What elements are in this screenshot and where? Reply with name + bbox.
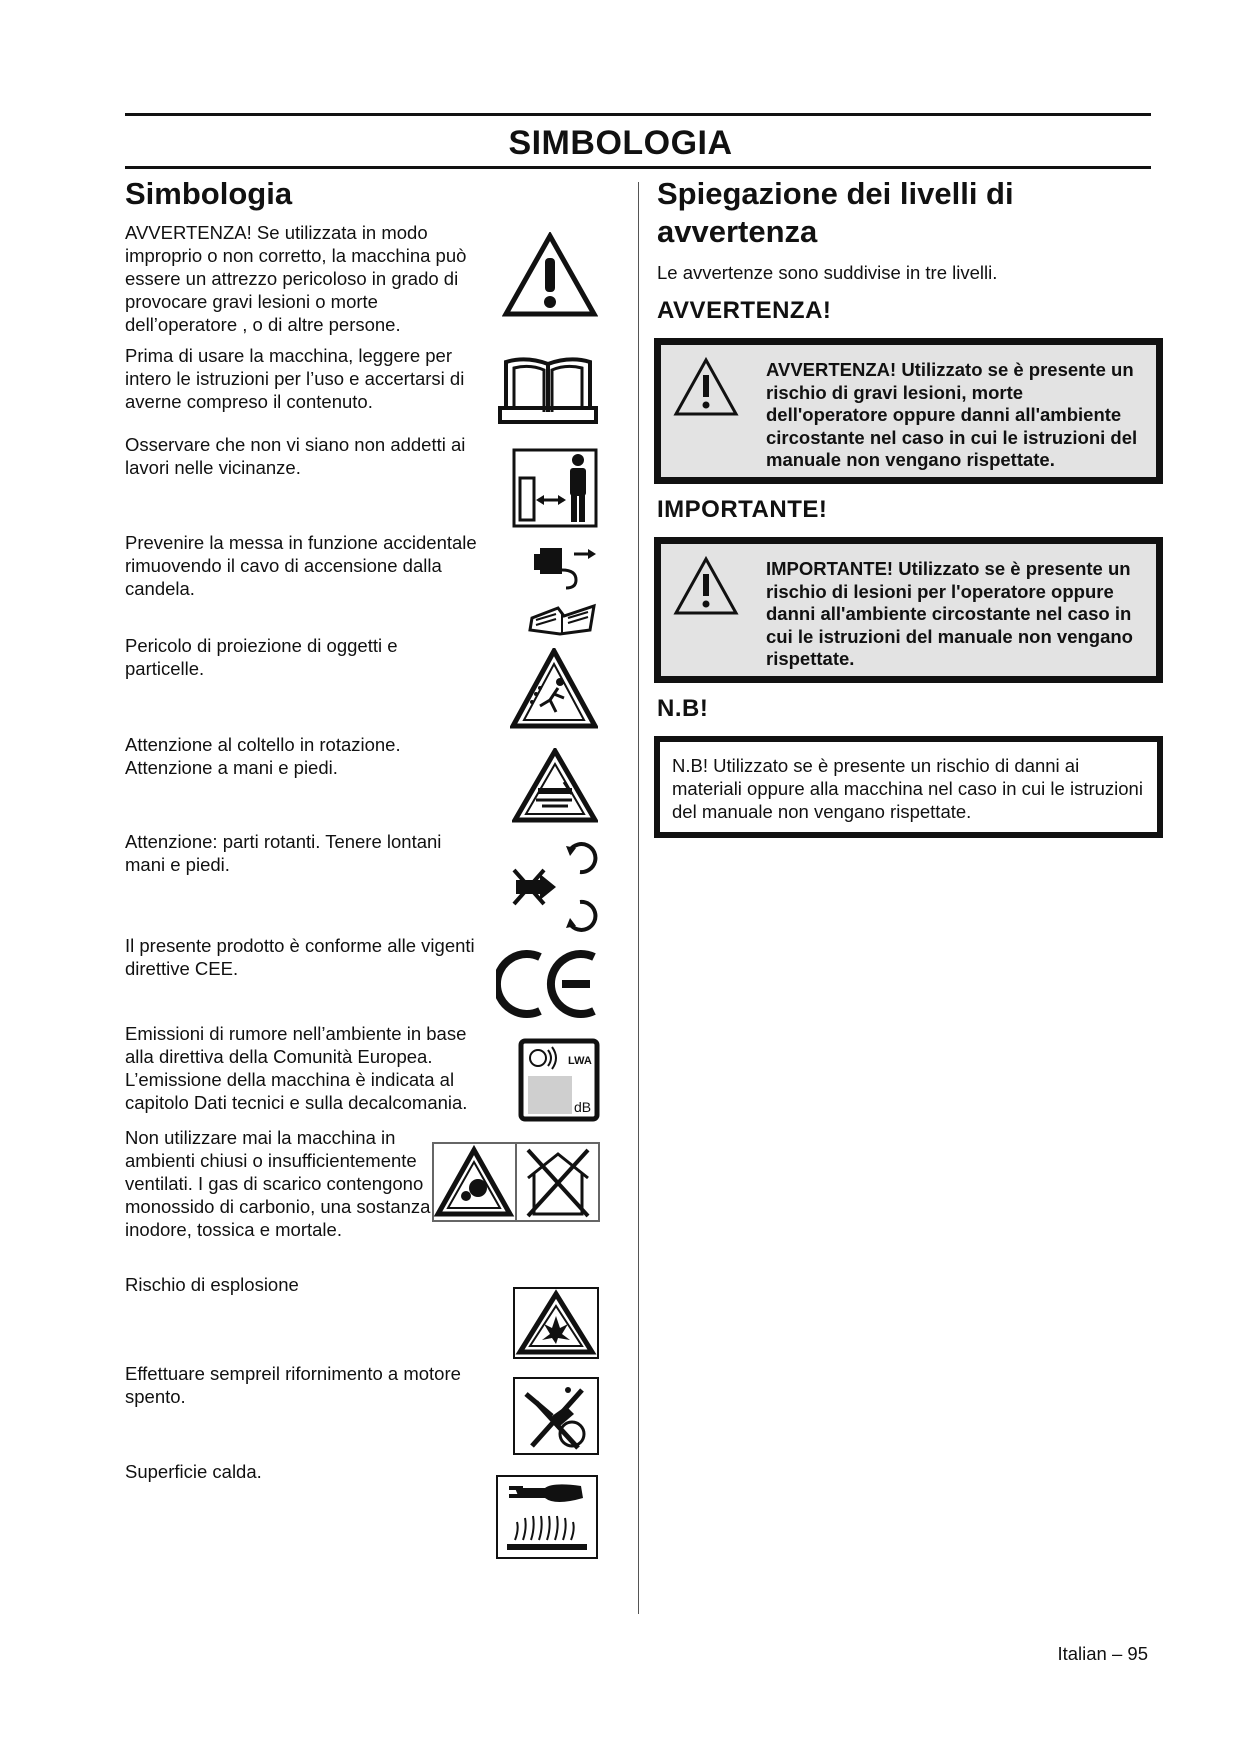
warning-box bbox=[654, 338, 1163, 484]
left-heading: Simbologia bbox=[125, 176, 293, 211]
symbol-text-bystanders: Osservare che non vi siano non addetti ai lavori nelle vicinanze. bbox=[125, 434, 466, 478]
column-divider bbox=[638, 182, 639, 1614]
safety-distance-icon bbox=[512, 448, 598, 528]
right-heading: Spiegazione dei livelli di avvertenza bbox=[657, 176, 1014, 249]
noise-lwa-label: LWA bbox=[568, 1055, 592, 1067]
symbol-text-thrown-objects: Pericolo di proiezione di oggetti e particelle. bbox=[125, 635, 398, 679]
symbol-text-hot-surface: Superficie calda. bbox=[125, 1461, 262, 1482]
symbol-text-explosion: Rischio di esplosione bbox=[125, 1274, 299, 1295]
noise-emission-icon bbox=[518, 1038, 600, 1122]
right-intro: Le avvertenze sono suddivise in tre livelli. bbox=[657, 262, 998, 283]
rotating-parts-icon bbox=[510, 842, 600, 932]
symbol-text-warning: AVVERTENZA! Se utilizzata in modo improprio o non corretto, la macchina può essere un attrezzo pericoloso in grado di provocare gravi lesioni o morte dell’operatore , o di altre persone. bbox=[125, 222, 467, 335]
header-bottom-rule bbox=[125, 166, 1151, 169]
symbol-text-read-manual: Prima di usare la macchina, leggere per intero le istruzioni per l’uso e accertarsi di averne compreso il contenuto. bbox=[125, 345, 465, 412]
refuel-engine-off-icon bbox=[512, 1376, 600, 1456]
explosion-risk-icon bbox=[512, 1286, 600, 1360]
ce-mark-icon bbox=[496, 947, 600, 1021]
important-box bbox=[654, 537, 1163, 683]
symbol-text-spark-plug: Prevenire la messa in funzione accidentale rimuovendo il cavo di accensione dalla candela. bbox=[125, 532, 477, 599]
noise-db-label: dB bbox=[574, 1099, 592, 1115]
header-top-rule bbox=[125, 113, 1151, 116]
level-title-warning: AVVERTENZA! bbox=[657, 297, 832, 324]
symbol-text-refuel: Effettuare sempreil rifornimento a motore spento. bbox=[125, 1363, 461, 1407]
warning-box-text: AVVERTENZA! Utilizzato se è presente un rischio di gravi lesioni, morte dell'operatore oppure danni all'ambiente circostante nel caso in cui le istruzioni del manuale non vengano rispettate. bbox=[766, 359, 1138, 470]
warning-triangle-icon bbox=[502, 232, 598, 318]
page-title: SIMBOLOGIA bbox=[508, 124, 733, 162]
symbol-text-rotating-blade: Attenzione al coltello in rotazione. Attenzione a mani e piedi. bbox=[125, 734, 401, 778]
symbol-text-exhaust: Non utilizzare mai la macchina in ambienti chiusi o insufficientemente ventilati. I gas di scarico contengono monossido di carbonio, una sostanza inodore, tossica e mortale. bbox=[125, 1127, 431, 1240]
symbol-text-noise: Emissioni di rumore nell’ambiente in base alla direttiva della Comunità Europea. L’emissione della macchina è indicata al capitolo Dati tecnici e sulla decalcomania. bbox=[125, 1023, 468, 1113]
level-title-nb: N.B! bbox=[657, 695, 709, 722]
important-box-text: IMPORTANTE! Utilizzato se è presente un rischio di lesioni per l'operatore oppure danni all'ambiente circostante nel caso in cui le istruzioni del manuale non vengano rispettate. bbox=[766, 558, 1133, 669]
nb-box bbox=[654, 736, 1163, 838]
exhaust-gas-icon bbox=[432, 1142, 600, 1222]
warning-triangle-icon bbox=[673, 556, 739, 616]
hot-surface-icon bbox=[495, 1474, 599, 1560]
symbol-text-ce: Il presente prodotto è conforme alle vigenti direttive CEE. bbox=[125, 935, 475, 979]
open-manual-icon bbox=[496, 352, 600, 428]
symbol-text-rotating-parts: Attenzione: parti rotanti. Tenere lontani mani e piedi. bbox=[125, 831, 442, 875]
thrown-objects-icon bbox=[510, 648, 598, 730]
page-number: Italian – 95 bbox=[1057, 1643, 1148, 1664]
nb-box-text: N.B! Utilizzato se è presente un rischio di danni ai materiali oppure alla macchina nel caso in cui le istruzioni del manuale non vengano rispettate. bbox=[672, 755, 1143, 822]
warning-triangle-icon bbox=[673, 357, 739, 417]
spark-plug-manual-icon bbox=[526, 542, 600, 636]
level-title-important: IMPORTANTE! bbox=[657, 496, 828, 523]
rotating-blade-icon bbox=[512, 748, 598, 824]
